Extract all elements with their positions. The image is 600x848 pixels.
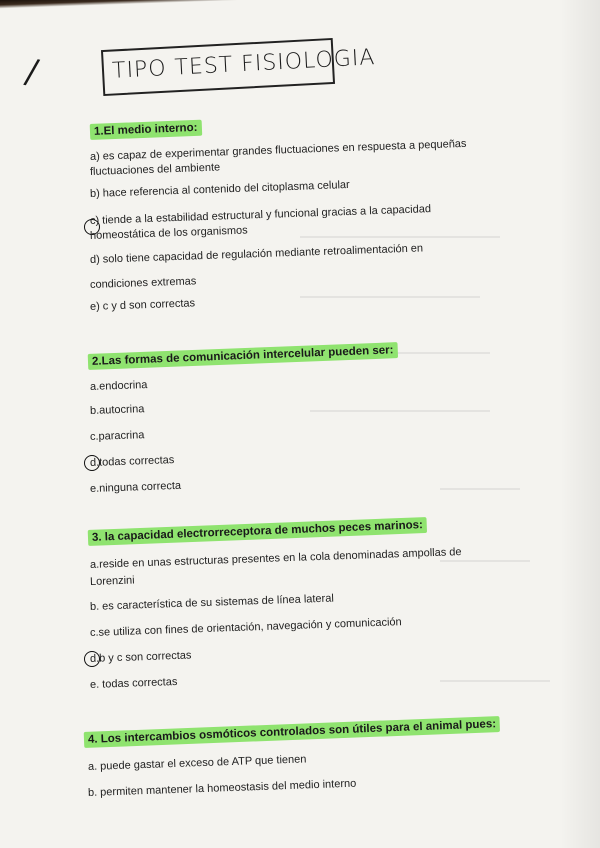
question-1-option-a-cont: fluctuaciones del ambiente — [89, 161, 221, 178]
show-through-line — [440, 680, 550, 682]
question-3-option-e: e. todas correctas — [89, 675, 178, 691]
question-1-option-c: c) tiende a la estabilidad estructural y funcional gracias a la capacidad — [89, 203, 432, 227]
question-2-option-c: c.paracrina — [89, 429, 145, 443]
question-3-header: 3. la capacidad electrorreceptora de muchos peces marinos: — [88, 517, 427, 546]
question-1-option-d: d) solo tiene capacidad de regulación mediante retroalimentación en — [89, 242, 424, 266]
question-2-option-b: b.autocrina — [89, 403, 145, 417]
question-3-option-d: d.b y c son correctas — [89, 649, 192, 665]
question-2-option-a: a.endocrina — [89, 378, 148, 393]
question-1-option-d-cont: condiciones extremas — [89, 275, 197, 291]
page-shadow — [560, 0, 600, 848]
question-1-option-e: e) c y d son correctas — [89, 297, 196, 313]
question-3-option-a-cont: Lorenzini — [89, 574, 135, 588]
question-3-option-c: c.se utiliza con fines de orientación, navegación y comunicación — [89, 616, 402, 639]
question-2-header: 2.Las formas de comunicación intercelular pueden ser: — [88, 342, 398, 370]
show-through-line — [300, 236, 500, 238]
question-1-option-a: a) es capaz de experimentar grandes fluctuaciones en respuesta a pequeñas — [89, 137, 467, 163]
page-title: TIPO TEST FISIOLOGIA — [111, 45, 377, 84]
margin-mark: / — [21, 51, 42, 93]
question-1-option-b: b) hace referencia al contenido del citoplasma celular — [89, 178, 350, 200]
question-2-option-d: d.todas correctas — [89, 454, 175, 469]
show-through-line — [440, 488, 520, 490]
question-3-option-a: a.reside en unas estructuras presentes en la cola denominadas ampollas de — [89, 546, 462, 571]
question-4-option-b: b. permiten mantener la homeostasis del medio interno — [87, 777, 357, 799]
photo-background-top — [0, 0, 600, 40]
question-4-option-a: a. puede gastar el exceso de ATP que tienen — [87, 753, 307, 773]
question-1-header: 1.El medio interno: — [90, 120, 202, 140]
question-4-header: 4. Los intercambios osmóticos controlados son útiles para el animal pues: — [84, 716, 501, 748]
question-2-option-e: e.ninguna correcta — [89, 479, 182, 495]
show-through-line — [310, 410, 490, 412]
question-1-option-c-cont: homeostática de los organismos — [89, 224, 248, 242]
question-3-option-b: b. es característica de su sistemas de línea lateral — [89, 592, 334, 613]
show-through-line — [300, 296, 480, 298]
